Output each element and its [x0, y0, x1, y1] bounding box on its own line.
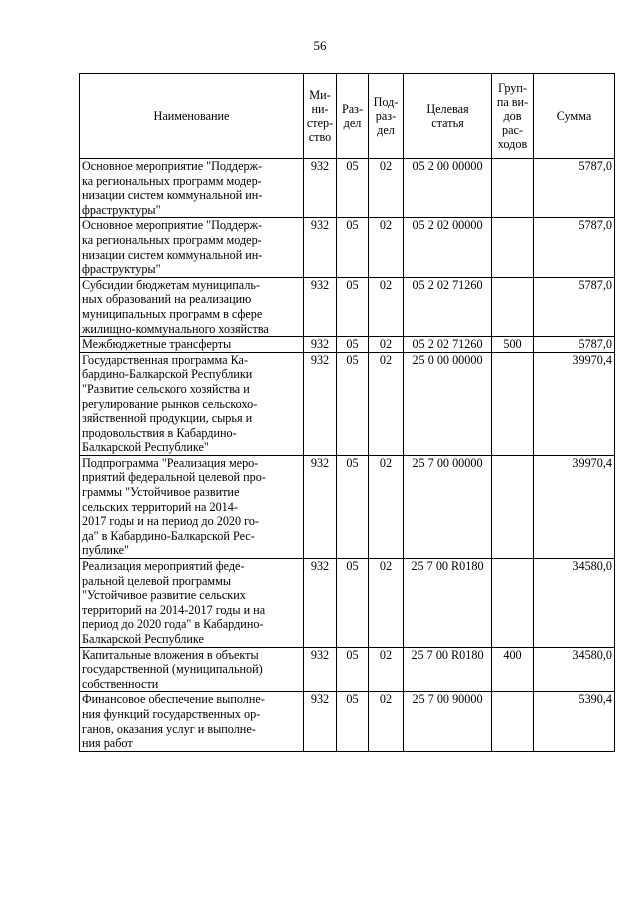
cell-ministry: 932	[304, 559, 337, 648]
cell-expense-group: 400	[492, 647, 534, 692]
cell-ministry: 932	[304, 692, 337, 751]
cell-ministry: 932	[304, 159, 337, 218]
cell-sum: 5787,0	[534, 277, 615, 336]
cell-ministry: 932	[304, 337, 337, 353]
cell-target: 25 7 00 90000	[404, 692, 492, 751]
cell-expense-group	[492, 692, 534, 751]
table-row	[80, 159, 615, 218]
table-header-row	[80, 74, 615, 159]
cell-sum: 5390,4	[534, 692, 615, 751]
cell-ministry: 932	[304, 277, 337, 336]
page-number: 56	[313, 38, 327, 53]
cell-subsection: 02	[369, 159, 404, 218]
cell-sum: 5787,0	[534, 159, 615, 218]
table-row	[80, 352, 615, 455]
cell-section: 05	[337, 647, 369, 692]
header-expense-group: Груп- па ви- дов рас- ходов	[492, 74, 534, 159]
cell-sum: 34580,0	[534, 559, 615, 648]
cell-subsection: 02	[369, 559, 404, 648]
cell-name: Основное мероприятие "Поддерж- ка региональных программ модер- низации систем коммунальной ин- фраструктуры"	[80, 218, 304, 277]
cell-target: 25 0 00 00000	[404, 352, 492, 455]
header-sum: Сумма	[534, 74, 615, 159]
cell-expense-group	[492, 159, 534, 218]
cell-subsection: 02	[369, 337, 404, 353]
cell-name: Подпрограмма "Реализация меро- приятий федеральной целевой про- граммы "Устойчивое развитие сельских территорий на 2014- 2017 годы и на период до 2020 го- да" в Кабардино-Балкарской Рес- публике"	[80, 455, 304, 558]
table-row	[80, 559, 615, 648]
cell-ministry: 932	[304, 352, 337, 455]
cell-target: 25 7 00 R0180	[404, 647, 492, 692]
cell-target: 25 7 00 00000	[404, 455, 492, 558]
table-row	[80, 337, 615, 353]
cell-sum: 39970,4	[534, 352, 615, 455]
cell-ministry: 932	[304, 647, 337, 692]
cell-target: 25 7 00 R0180	[404, 559, 492, 648]
cell-section: 05	[337, 159, 369, 218]
cell-name: Капитальные вложения в объекты государственной (муниципальной) собственности	[80, 647, 304, 692]
header-target: Целевая статья	[404, 74, 492, 159]
cell-expense-group	[492, 352, 534, 455]
header-subsection: Под- раз- дел	[369, 74, 404, 159]
cell-name: Межбюджетные трансферты	[80, 337, 304, 353]
header-ministry: Ми- ни- стер- ство	[304, 74, 337, 159]
budget-table	[79, 73, 615, 752]
table-row	[80, 277, 615, 336]
cell-expense-group: 500	[492, 337, 534, 353]
cell-subsection: 02	[369, 277, 404, 336]
cell-subsection: 02	[369, 455, 404, 558]
cell-section: 05	[337, 455, 369, 558]
cell-name: Субсидии бюджетам муниципаль- ных образований на реализацию муниципальных программ в сфере жилищно-коммунального хозяйства	[80, 277, 304, 336]
cell-section: 05	[337, 559, 369, 648]
cell-subsection: 02	[369, 218, 404, 277]
cell-sum: 5787,0	[534, 337, 615, 353]
cell-target: 05 2 02 71260	[404, 277, 492, 336]
cell-section: 05	[337, 692, 369, 751]
cell-section: 05	[337, 277, 369, 336]
cell-subsection: 02	[369, 647, 404, 692]
table-row	[80, 647, 615, 692]
cell-subsection: 02	[369, 692, 404, 751]
cell-sum: 5787,0	[534, 218, 615, 277]
table-row	[80, 218, 615, 277]
cell-name: Основное мероприятие "Поддерж- ка региональных программ модер- низации систем коммунальной ин- фраструктуры"	[80, 159, 304, 218]
cell-section: 05	[337, 218, 369, 277]
cell-sum: 34580,0	[534, 647, 615, 692]
header-section: Раз- дел	[337, 74, 369, 159]
cell-sum: 39970,4	[534, 455, 615, 558]
cell-target: 05 2 00 00000	[404, 159, 492, 218]
cell-ministry: 932	[304, 218, 337, 277]
cell-subsection: 02	[369, 352, 404, 455]
cell-section: 05	[337, 337, 369, 353]
cell-expense-group	[492, 455, 534, 558]
table-row	[80, 692, 615, 751]
cell-expense-group	[492, 218, 534, 277]
table-row	[80, 455, 615, 558]
cell-expense-group	[492, 559, 534, 648]
cell-name: Государственная программа Ка- бардино-Балкарской Республики "Развитие сельского хозяйства и регулирование рынков сельскохо- зяйственной продукции, сырья и продовольствия в Кабардино- Балкарской Республике"	[80, 352, 304, 455]
cell-section: 05	[337, 352, 369, 455]
cell-name: Реализация мероприятий феде- ральной целевой программы "Устойчивое развитие сельских территорий на 2014-2017 годы и на период до 2020 года" в Кабардино- Балкарской Республике	[80, 559, 304, 648]
cell-target: 05 2 02 71260	[404, 337, 492, 353]
cell-ministry: 932	[304, 455, 337, 558]
cell-target: 05 2 02 00000	[404, 218, 492, 277]
header-name: Наименование	[80, 74, 304, 159]
cell-expense-group	[492, 277, 534, 336]
cell-name: Финансовое обеспечение выполне- ния функций государственных ор- ганов, оказания услуг и выполне- ния работ	[80, 692, 304, 751]
